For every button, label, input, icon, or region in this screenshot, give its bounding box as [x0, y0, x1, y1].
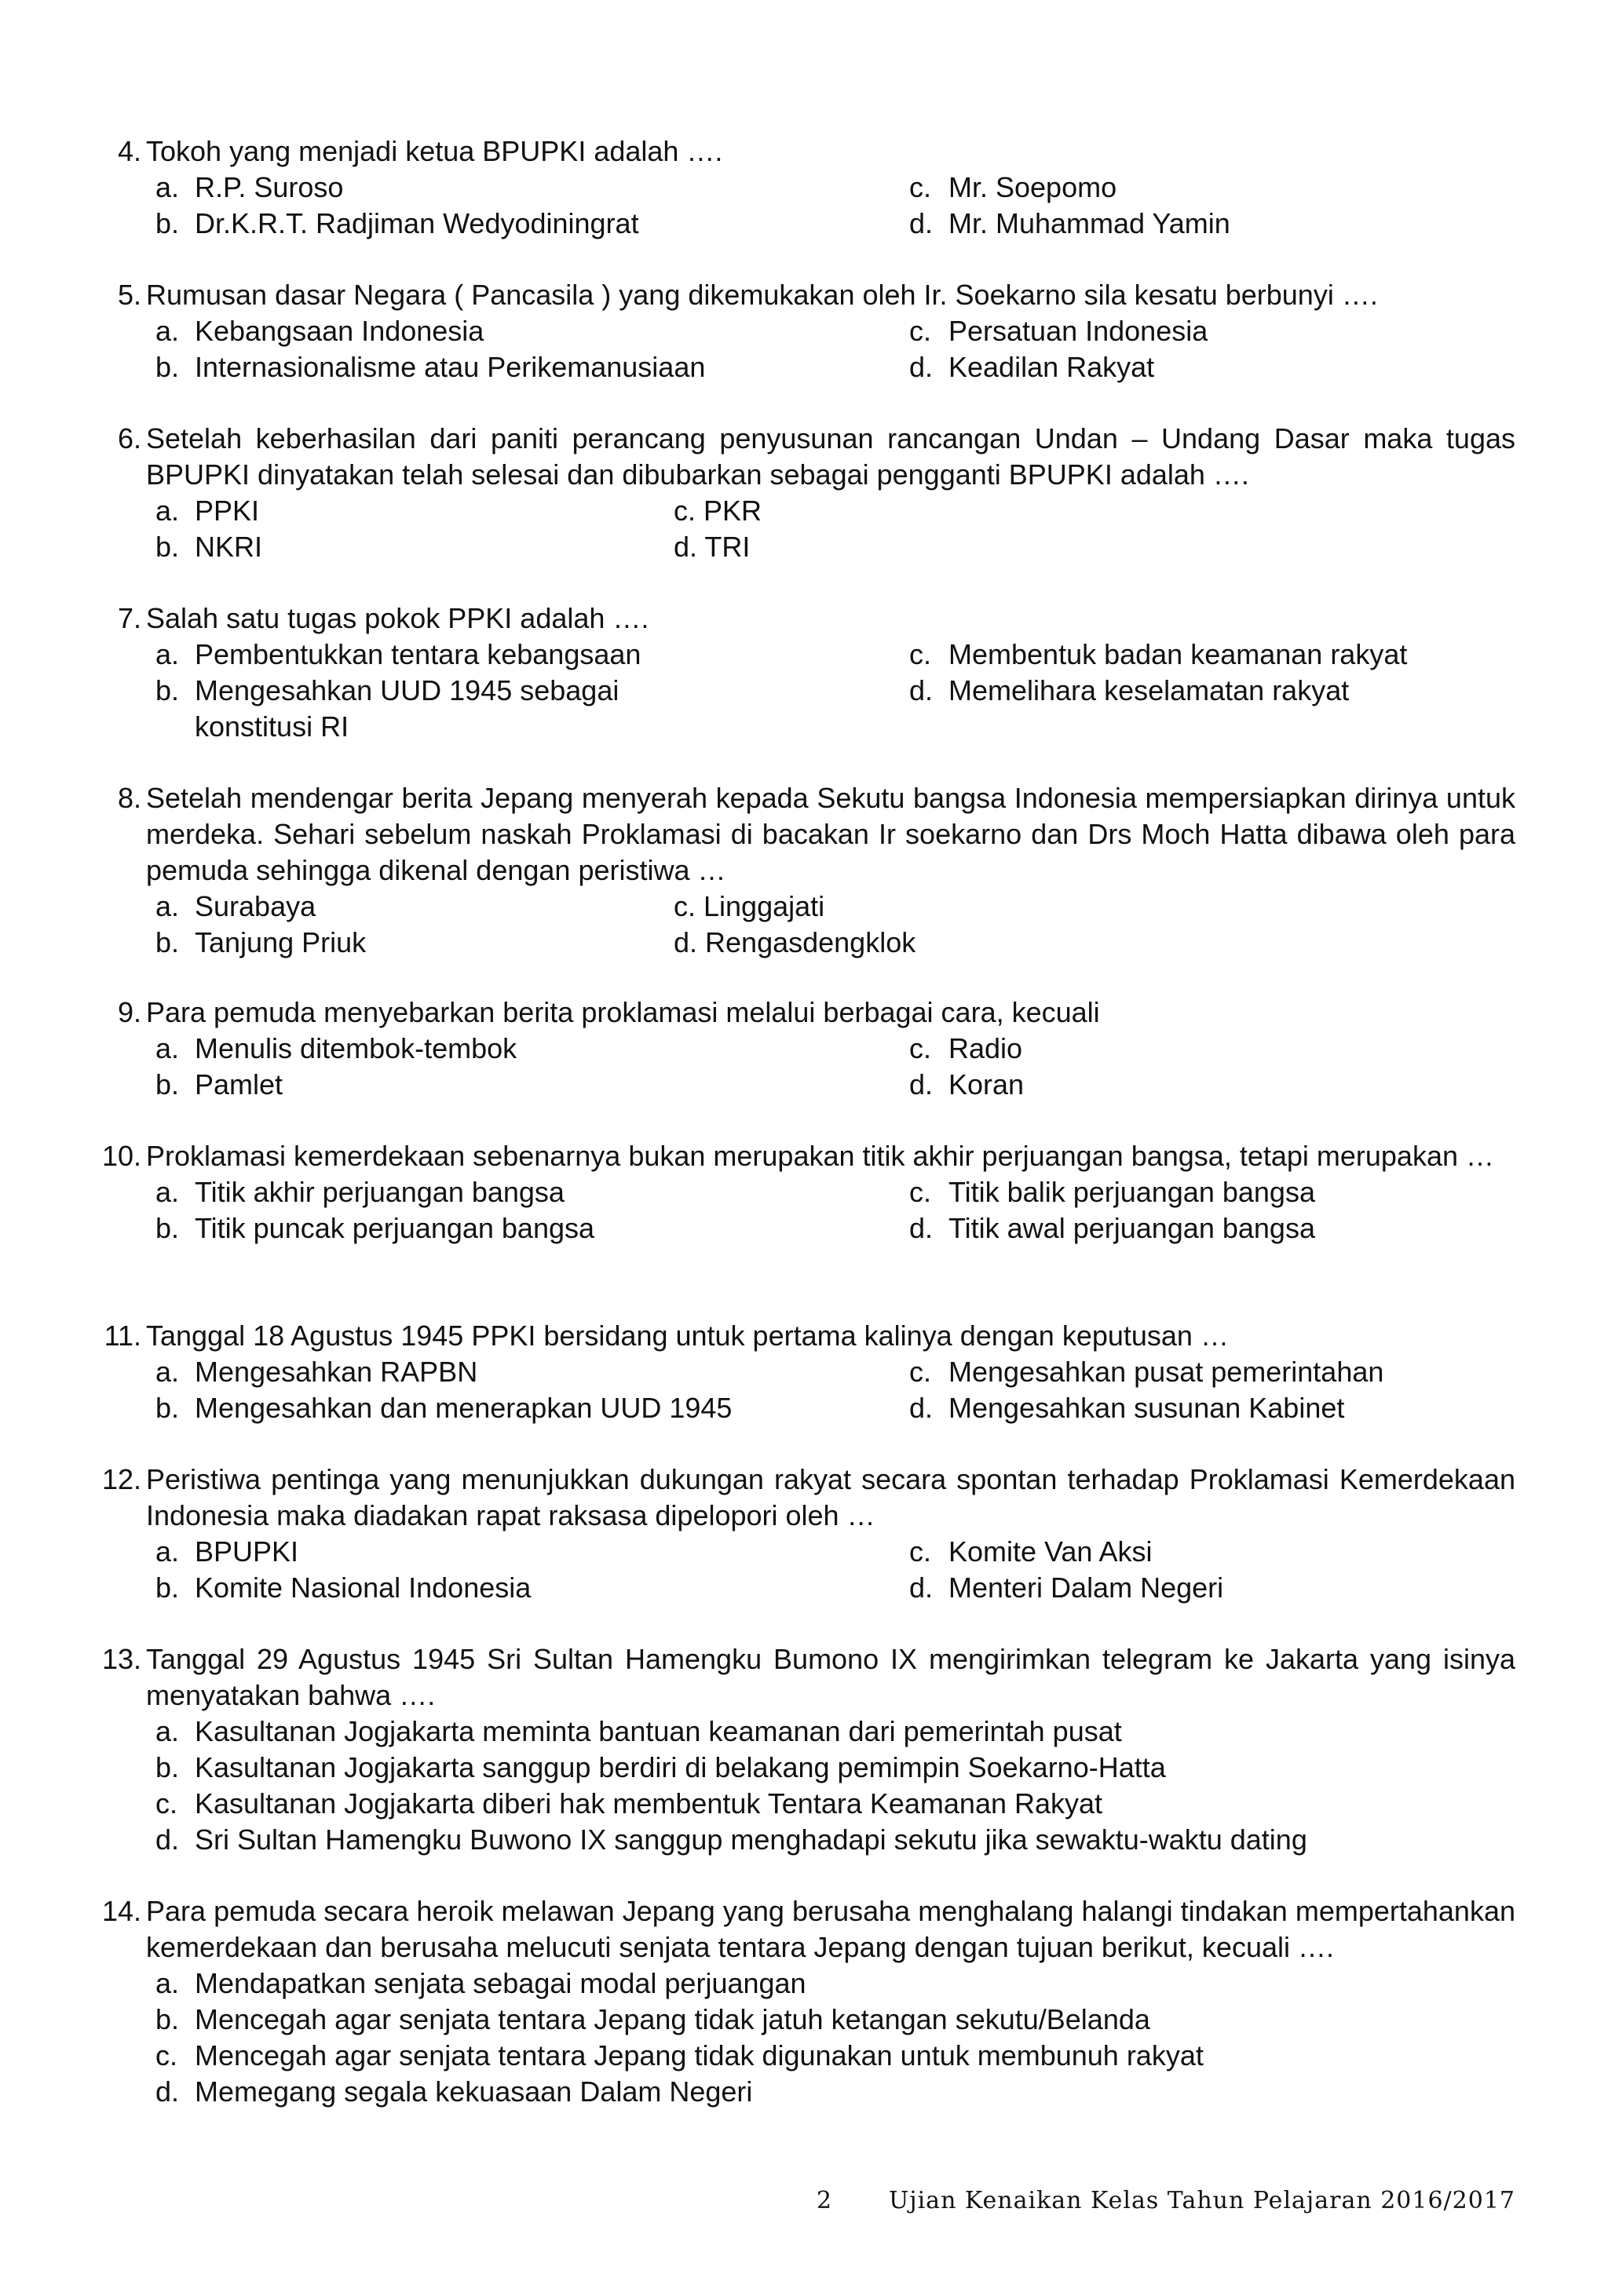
option-b: b. Internasionalisme atau Perikemanusiaan — [155, 351, 706, 383]
question-number: 4. — [117, 135, 141, 167]
question-stem: Proklamasi kemerdekaan sebenarnya bukan merupakan titik akhir perjuangan bangsa, tetapi merupakan … — [146, 1140, 1494, 1172]
options — [155, 170, 1515, 242]
question-14 — [93, 1893, 1515, 2110]
question-12 — [93, 1462, 1515, 1606]
option-c: c. Radio — [909, 1032, 1023, 1064]
question-number: 11. — [104, 1320, 141, 1352]
options — [155, 637, 1515, 745]
question-stem: Tanggal 29 Agustus 1945 Sri Sultan Hamengku Bumono IX mengirimkan telegram ke Jakarta yang isinya menyatakan bahwa …. — [146, 1643, 1515, 1711]
option-c: c. Persatuan Indonesia — [909, 315, 1208, 347]
option-d: d. Rengasdengklok — [674, 926, 916, 958]
question-number: 14. — [101, 1895, 141, 1927]
option-b: b. NKRI — [155, 531, 263, 563]
option-b: b. Komite Nasional Indonesia — [155, 1571, 532, 1604]
option-c: c. Kasultanan Jogjakarta diberi hak membentuk Tentara Keamanan Rakyat — [155, 1787, 1103, 1820]
options — [155, 313, 1515, 385]
option-b: b. Dr.K.R.T. Radjiman Wedyodiningrat — [155, 207, 639, 239]
option-a: a. Surabaya — [155, 890, 316, 922]
question-6 — [93, 421, 1515, 565]
option-b: b. Titik puncak perjuangan bangsa — [155, 1212, 595, 1244]
question-stem: Para pemuda secara heroik melawan Jepang yang berusaha menghalang halangi tindakan mempertahankan kemerdekaan dan berusaha melucuti senjata tentara Jepang dengan tujuan berikut, kecuali …. — [146, 1895, 1515, 1963]
question-11 — [93, 1318, 1515, 1426]
question-number: 9. — [117, 996, 141, 1028]
question-10 — [93, 1138, 1515, 1247]
option-c: c. Mengesahkan pusat pemerintahan — [909, 1356, 1384, 1388]
option-d: d. Memegang segala kekuasaan Dalam Negeri — [155, 2075, 753, 2108]
question-9 — [93, 995, 1515, 1103]
option-b: b. Mengesahkan dan menerapkan UUD 1945 — [155, 1392, 733, 1424]
question-number: 7. — [117, 602, 141, 634]
question-8 — [93, 780, 1515, 961]
option-d: d. TRI — [674, 531, 751, 563]
question-stem: Salah satu tugas pokok PPKI adalah …. — [146, 602, 649, 634]
option-d: d. Sri Sultan Hamengku Buwono IX sanggup menghadapi sekutu jika sewaktu-waktu dating — [155, 1823, 1307, 1856]
option-d: d. Titik awal perjuangan bangsa — [909, 1212, 1315, 1244]
question-stem: Rumusan dasar Negara ( Pancasila ) yang dikemukakan oleh Ir. Soekarno sila kesatu berbunyi …. — [146, 279, 1378, 311]
footer-title: Ujian Kenaikan Kelas Tahun Pelajaran 2016/2017 — [889, 2187, 1515, 2214]
question-stem: Setelah keberhasilan dari paniti perancang penyusunan rancangan Undan – Undang Dasar maka tugas BPUPKI dinyatakan telah selesai dan dibubarkan sebagai pengganti BPUPKI adalah …. — [146, 422, 1515, 491]
option-a: a. Menulis ditembok-tembok — [155, 1032, 517, 1064]
question-number: 13. — [101, 1643, 141, 1675]
question-stem: Para pemuda menyebarkan berita proklamasi melalui berbagai cara, kecuali — [146, 996, 1100, 1028]
option-a: a. BPUPKI — [155, 1535, 299, 1568]
option-c: c. Membentuk badan keamanan rakyat — [909, 638, 1408, 670]
question-4 — [93, 133, 1515, 242]
options — [155, 1714, 1515, 1858]
question-13 — [93, 1641, 1515, 1858]
page-footer — [817, 2187, 1515, 2221]
option-c: c. Linggajati — [674, 890, 825, 922]
option-a: a. Titik akhir perjuangan bangsa — [155, 1176, 565, 1208]
option-b: b. Mencegah agar senjata tentara Jepang tidak jatuh ketangan sekutu/Belanda — [155, 2003, 1150, 2035]
option-a: a. Kasultanan Jogjakarta meminta bantuan keamanan dari pemerintah pusat — [155, 1715, 1122, 1747]
question-stem: Peristiwa pentinga yang menunjukkan dukungan rakyat secara spontan terhadap Proklamasi Kemerdekaan Indonesia maka diadakan rapat raksasa dipelopori oleh … — [146, 1463, 1515, 1531]
question-number: 5. — [117, 279, 141, 311]
question-stem: Tokoh yang menjadi ketua BPUPKI adalah …. — [146, 135, 723, 167]
option-d: d. Koran — [909, 1068, 1025, 1101]
question-7 — [93, 600, 1515, 745]
question-stem: Setelah mendengar berita Jepang menyerah kepada Sekutu bangsa Indonesia mempersiapkan dirinya untuk merdeka. Sehari sebelum naskah Proklamasi di bacakan Ir soekarno dan Drs Moch Hatta dibawa oleh para pemuda sehingga dikenal dengan peristiwa … — [146, 782, 1515, 886]
options — [155, 1174, 1515, 1247]
option-d: d. Menteri Dalam Negeri — [909, 1571, 1224, 1604]
option-b: b. Kasultanan Jogjakarta sanggup berdiri di belakang pemimpin Soekarno-Hatta — [155, 1751, 1166, 1783]
options — [155, 889, 1515, 961]
options — [155, 1031, 1515, 1103]
question-number: 12. — [101, 1463, 141, 1495]
option-d: d. Mengesahkan susunan Kabinet — [909, 1392, 1345, 1424]
option-a: a. R.P. Suroso — [155, 171, 344, 203]
options — [155, 493, 1515, 565]
question-5 — [93, 277, 1515, 385]
option-a: a. Mendapatkan senjata sebagai modal perjuangan — [155, 1967, 806, 1999]
option-a: a. Kebangsaan Indonesia — [155, 315, 484, 347]
option-d: d. Mr. Muhammad Yamin — [909, 207, 1230, 239]
options — [155, 1354, 1515, 1426]
option-a: a. PPKI — [155, 495, 260, 527]
option-c: c. Mr. Soepomo — [909, 171, 1117, 203]
option-a: a. Mengesahkan RAPBN — [155, 1356, 478, 1388]
question-number: 8. — [117, 782, 141, 814]
question-number: 6. — [117, 422, 141, 454]
option-d: d. Keadilan Rakyat — [909, 351, 1155, 383]
option-c: c. Komite Van Aksi — [909, 1535, 1153, 1568]
option-b: b. Pamlet — [155, 1068, 283, 1101]
option-c: c. PKR — [674, 495, 762, 527]
options — [155, 1966, 1515, 2110]
option-a: a. Pembentukkan tentara kebangsaan — [155, 638, 641, 670]
option-c: c. Mencegah agar senjata tentara Jepang tidak digunakan untuk membunuh rakyat — [155, 2039, 1204, 2072]
question-stem: Tanggal 18 Agustus 1945 PPKI bersidang untuk pertama kalinya dengan keputusan … — [146, 1320, 1229, 1352]
page-number: 2 — [817, 2187, 832, 2214]
option-b: b. Tanjung Priuk — [155, 926, 367, 958]
option-c: c. Titik balik perjuangan bangsa — [909, 1176, 1315, 1208]
question-number: 10. — [101, 1140, 141, 1172]
option-d: d. Memelihara keselamatan rakyat — [909, 674, 1350, 706]
option-b: b. Mengesahkan UUD 1945 sebagai konstitusi RI — [155, 674, 619, 743]
options — [155, 1534, 1515, 1606]
